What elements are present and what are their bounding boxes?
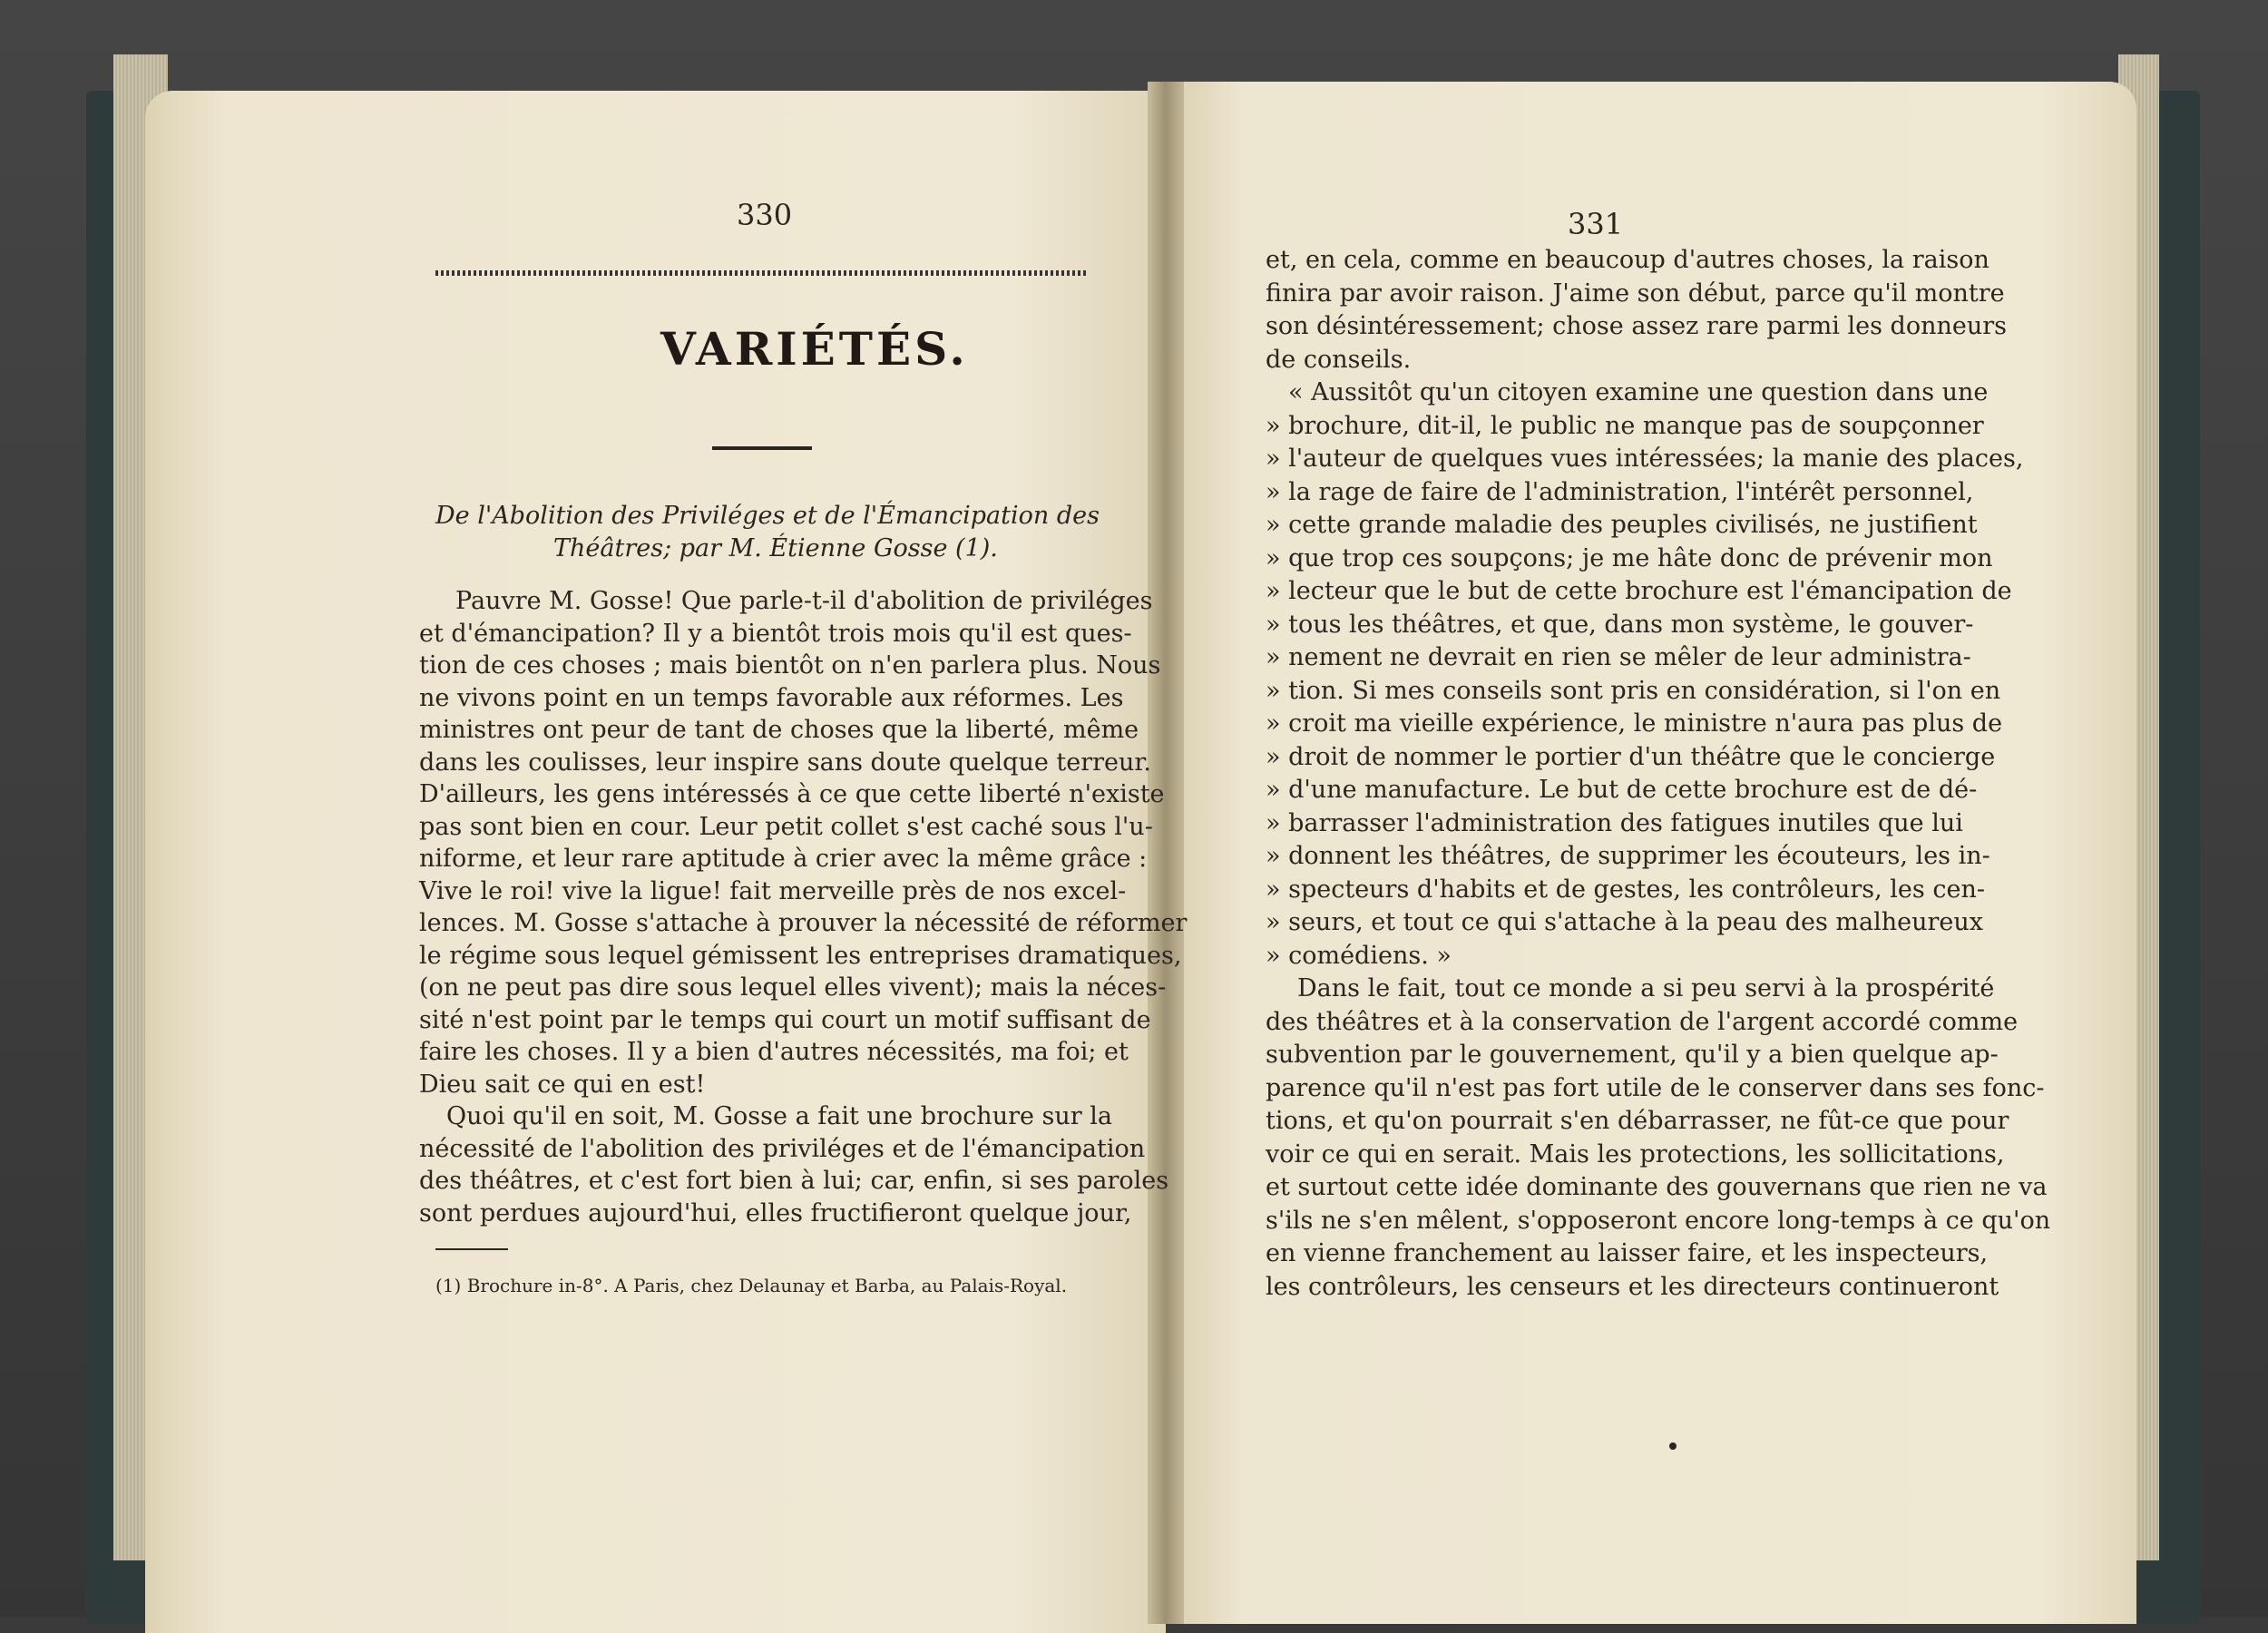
text-line: tion de ces choses ; mais bientôt on n'en parlera plus. Nous (419, 651, 1161, 680)
book-gutter (1148, 82, 1184, 1624)
text-line: faire les choses. Il y a bien d'autres nécessités, ma foi; et (419, 1038, 1129, 1066)
text-line: le régime sous lequel gémissent les entreprises dramatiques, (419, 941, 1182, 970)
text-line: pas sont bien en cour. Leur petit collet s'est caché sous l'u- (419, 812, 1153, 841)
text-line: des théâtres, et c'est fort bien à lui; car, enfin, si ses paroles (419, 1167, 1169, 1195)
title-ornament (712, 446, 812, 450)
text-line: » nement ne devrait en rien se mêler de leur administra- (1266, 643, 1971, 671)
heading-line: Théâtres; par M. Étienne Gosse (1). (553, 534, 998, 562)
text-line: et d'émancipation? Il y a bientôt trois mois qu'il est ques- (419, 619, 1132, 648)
text-line: » brochure, dit-il, le public ne manque pas de soupçonner (1266, 411, 1984, 440)
text-line: » donnent les théâtres, de supprimer les écouteurs, les in- (1266, 842, 1990, 870)
text-line: ministres ont peur de tant de choses que la liberté, même (419, 716, 1139, 744)
text-line: » specteurs d'habits et de gestes, les contrôleurs, les cen- (1266, 875, 1985, 904)
footnote-rule (435, 1248, 508, 1250)
text-line: s'ils ne s'en mêlent, s'opposeront encore long-temps à ce qu'on (1266, 1206, 2051, 1235)
text-line: Pauvre M. Gosse! Que parle-t-il d'abolition de priviléges (455, 587, 1153, 615)
text-line: » droit de nommer le portier d'un théâtre que le concierge (1266, 742, 1996, 771)
text-line: Quoi qu'il en soit, M. Gosse a fait une brochure sur la (446, 1102, 1113, 1130)
text-line: finira par avoir raison. J'aime son début, parce qu'il montre (1266, 279, 2005, 308)
text-line: » seurs, et tout ce qui s'attache à la peau des malheureux (1266, 908, 1984, 936)
right-page-number: 331 (1568, 207, 1624, 241)
heading-line: De l'Abolition des Priviléges et de l'Émancipation des (435, 502, 1100, 530)
text-line: Vive le roi! vive la ligue! fait merveille près de nos excel- (419, 876, 1127, 905)
left-page-number: 330 (737, 198, 793, 232)
text-line: » tion. Si mes conseils sont pris en considération, si l'on en (1266, 676, 2001, 705)
text-line: tions, et qu'on pourrait s'en débarrasser, ne fût-ce que pour (1266, 1107, 2009, 1135)
text-line: voir ce qui en serait. Mais les protections, les sollicitations, (1266, 1139, 2005, 1169)
footnote: (1) Brochure in-8°. A Paris, chez Delaunay et Barba, au Palais-Royal. (435, 1275, 1068, 1296)
text-line: dans les coulisses, leur inspire sans doute quelque terreur. (419, 748, 1151, 777)
text-line: les contrôleurs, les censeurs et les directeurs continueront (1266, 1272, 1999, 1301)
text-line: Dieu sait ce qui en est! (419, 1070, 706, 1099)
text-line: » cette grande maladie des peuples civilisés, ne justifient (1266, 511, 1978, 539)
text-line: ne vivons point en un temps favorable aux réformes. Les (419, 683, 1124, 712)
text-line: des théâtres et à la conservation de l'argent accordé comme (1266, 1007, 2019, 1036)
text-line: » comédiens. » (1266, 941, 1452, 970)
text-line: (on ne peut pas dire sous lequel elles vivent); mais la néces- (419, 973, 1167, 1002)
text-line: en vienne franchement au laisser faire, et les inspecteurs, (1266, 1239, 1989, 1267)
text-line: lences. M. Gosse s'attache à prouver la nécessité de réformer (419, 909, 1188, 937)
text-line: » l'auteur de quelques vues intéressées; la manie des places, (1266, 445, 2024, 473)
text-line: son désintéressement; chose assez rare parmi les donneurs (1266, 312, 2007, 340)
text-line: « Aussitôt qu'un citoyen examine une question dans une (1288, 378, 1989, 406)
text-line: sont perdues aujourd'hui, elles fructifieront quelque jour, (419, 1198, 1132, 1227)
text-line: parence qu'il n'est pas fort utile de le conserver dans ses fonc- (1266, 1073, 2045, 1102)
text-line: » d'une manufacture. Le but de cette brochure est de dé- (1266, 776, 1978, 804)
text-line: nécessité de l'abolition des priviléges et de l'émancipation (419, 1134, 1146, 1163)
text-line: et surtout cette idée dominante des gouvernans que rien ne va (1266, 1173, 2048, 1201)
text-line: Dans le fait, tout ce monde a si peu servi à la prospérité (1297, 974, 1995, 1002)
text-line: » tous les théâtres, et que, dans mon système, le gouver- (1266, 610, 1974, 639)
text-line: et, en cela, comme en beaucoup d'autres choses, la raison (1266, 246, 1989, 274)
text-line: niforme, et leur rare aptitude à crier avec la même grâce : (419, 845, 1148, 873)
text-line: D'ailleurs, les gens intéressés à ce que cette liberté n'existe (419, 780, 1165, 808)
text-line: » lecteur que le but de cette brochure est l'émancipation de (1266, 577, 2012, 605)
text-line: » barrasser l'administration des fatigues inutiles que lui (1266, 808, 1963, 837)
header-dotted-rule (435, 270, 1089, 276)
text-line: de conseils. (1266, 345, 1412, 374)
text-line: sité n'est point par le temps qui court un motif suffisant de (419, 1005, 1151, 1034)
text-line: » croit ma vieille expérience, le ministre n'aura pas plus de (1266, 709, 2003, 738)
ink-spot (1669, 1442, 1677, 1450)
text-line: » que trop ces soupçons; je me hâte donc de prévenir mon (1266, 543, 1993, 572)
text-line: » la rage de faire de l'administration, l'intérêt personnel, (1266, 477, 1974, 506)
text-line: subvention par le gouvernement, qu'il y a bien quelque ap- (1266, 1041, 1999, 1069)
section-title: VARIÉTÉS. (660, 322, 969, 376)
